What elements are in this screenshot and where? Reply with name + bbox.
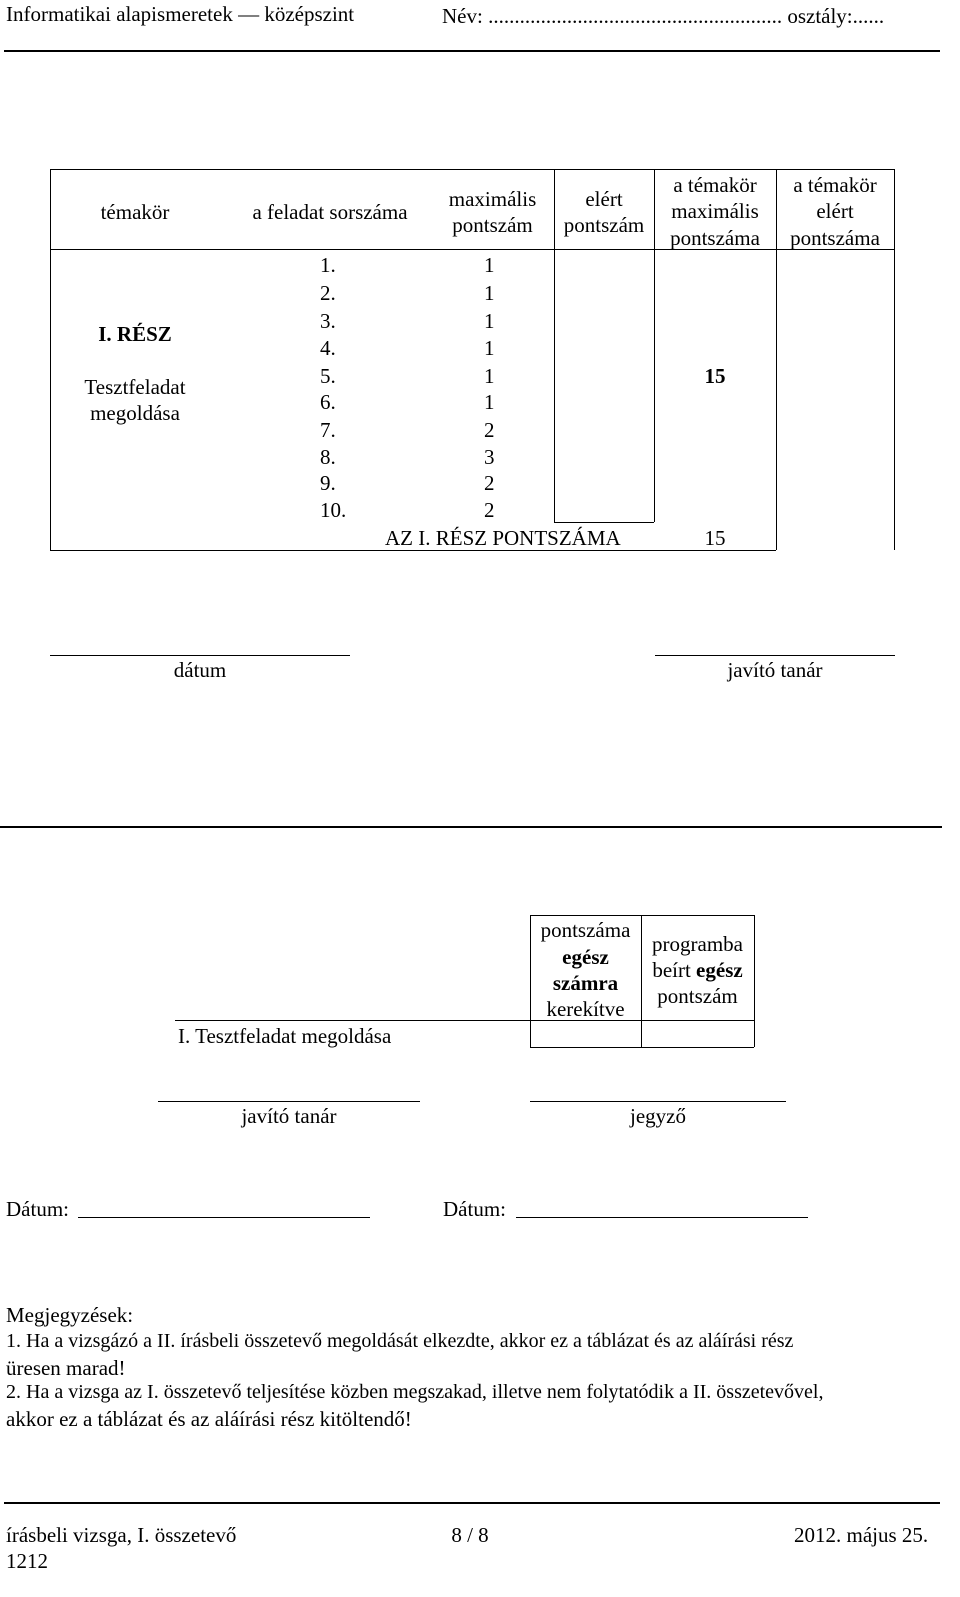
rounded-col-line-2: egész <box>562 945 609 969</box>
note-2-line-1: 2. Ha a vizsga az I. összetevő teljesítése közben megszakad, illetve nem folytatódik a II. összetevővel, <box>6 1381 824 1403</box>
section-title: I. RÉSZ <box>98 322 172 346</box>
date-label: dátum <box>173 658 227 682</box>
program-col-line-1: programba <box>652 932 743 956</box>
header-max-points-1: maximális <box>448 187 537 211</box>
task-max-points: 1 <box>484 364 495 388</box>
date-signature-line <box>50 655 350 656</box>
table-left-border <box>50 169 51 550</box>
footer-code: 1212 <box>6 1549 48 1573</box>
task-max-points: 1 <box>484 390 495 414</box>
program-col-text-b: egész <box>696 958 743 982</box>
date-line-1 <box>78 1217 370 1218</box>
date-line-2 <box>516 1217 808 1218</box>
note-1-line-1: 1. Ha a vizsgázó a II. írásbeli összetevő megoldását elkezdte, akkor ez a táblázat és az aláírási rész <box>6 1330 794 1352</box>
task-number: 4. <box>320 336 336 360</box>
teacher-signature-line <box>655 655 895 656</box>
topic-max-value: 15 <box>704 364 726 388</box>
task-number: 8. <box>320 445 336 469</box>
header-topic-max-3: pontszáma <box>670 226 760 250</box>
task-number: 3. <box>320 309 336 333</box>
rounded-col-line-4: kerekítve <box>546 997 625 1021</box>
task-max-points: 1 <box>484 336 495 360</box>
date-label-2: Dátum: <box>443 1197 506 1221</box>
header-topic-achieved-1: a témakör <box>793 173 877 197</box>
header-task-number: a feladat sorszáma <box>252 200 408 224</box>
header-topic-achieved-2: elért <box>816 199 854 223</box>
table-right-border <box>894 169 895 550</box>
task-max-points: 1 <box>484 281 495 305</box>
task-number: 5. <box>320 364 336 388</box>
table2-bottom <box>530 1047 754 1048</box>
table2-top <box>530 915 754 916</box>
total-label: AZ I. RÉSZ PONTSZÁMA <box>385 526 621 550</box>
section-subtitle-2: megoldása <box>90 401 180 425</box>
table-col-divider-1b <box>554 249 555 522</box>
task-max-points: 1 <box>484 309 495 333</box>
header-achieved-2: pontszám <box>563 213 645 237</box>
date-label-1: Dátum: <box>6 1197 69 1221</box>
header-achieved-1: elért <box>585 187 623 211</box>
total-value: 15 <box>704 526 726 550</box>
table2-mid <box>175 1020 754 1021</box>
task-max-points: 3 <box>484 445 495 469</box>
program-col-line-2 <box>641 958 754 983</box>
task-number: 1. <box>320 253 336 277</box>
header-topic-max-2: maximális <box>671 199 759 223</box>
notes-title: Megjegyzések: <box>6 1303 134 1327</box>
task-number: 2. <box>320 281 336 305</box>
notary-label: jegyző <box>630 1104 686 1128</box>
task-max-points: 2 <box>484 418 495 442</box>
table2-right <box>754 915 755 1047</box>
footer-rule <box>4 1502 940 1504</box>
table-top-border <box>50 169 654 170</box>
program-col-line-3: pontszám <box>657 984 738 1008</box>
task-max-points: 1 <box>484 253 495 277</box>
notary-signature-line <box>530 1101 786 1102</box>
footer-left: írásbeli vizsga, I. összetevő <box>6 1523 237 1547</box>
task-max-points: 2 <box>484 471 495 495</box>
section-separator <box>0 826 942 828</box>
note-1-line-2: üresen marad! <box>6 1356 126 1380</box>
header-topic: témakör <box>100 200 170 224</box>
rounded-col-line-1: pontszáma <box>540 918 631 942</box>
footer-page: 8 / 8 <box>451 1523 489 1547</box>
table-total-row-top <box>554 522 654 523</box>
section-subtitle-1: Tesztfeladat <box>84 375 186 399</box>
task-number: 10. <box>320 498 347 522</box>
note-2-line-2: akkor ez a táblázat és az aláírási rész kitöltendő! <box>6 1407 412 1431</box>
task-number: 7. <box>320 418 336 442</box>
table2-row-label: I. Tesztfeladat megoldása <box>178 1024 392 1048</box>
footer-date: 2012. május 25. <box>794 1523 929 1547</box>
header-topic-max-1: a témakör <box>673 173 757 197</box>
teacher-label-2: javító tanár <box>241 1104 337 1128</box>
rounded-col-line-3: számra <box>552 971 619 995</box>
header-left: Informatikai alapismeretek — középszint <box>6 2 355 26</box>
task-number: 6. <box>320 390 336 414</box>
header-topic-achieved-3: pontszáma <box>790 226 880 250</box>
teacher-label: javító tanár <box>727 658 823 682</box>
program-col-text-a: beírt <box>652 958 697 982</box>
header-right: Név: ........................................................ osztály:...... <box>442 4 885 28</box>
teacher-signature-line-2 <box>158 1101 420 1102</box>
header-max-points-2: pontszám <box>452 213 533 237</box>
table-top-border-right <box>654 169 894 170</box>
task-max-points: 2 <box>484 498 495 522</box>
task-number: 9. <box>320 471 336 495</box>
score-table <box>0 0 960 560</box>
